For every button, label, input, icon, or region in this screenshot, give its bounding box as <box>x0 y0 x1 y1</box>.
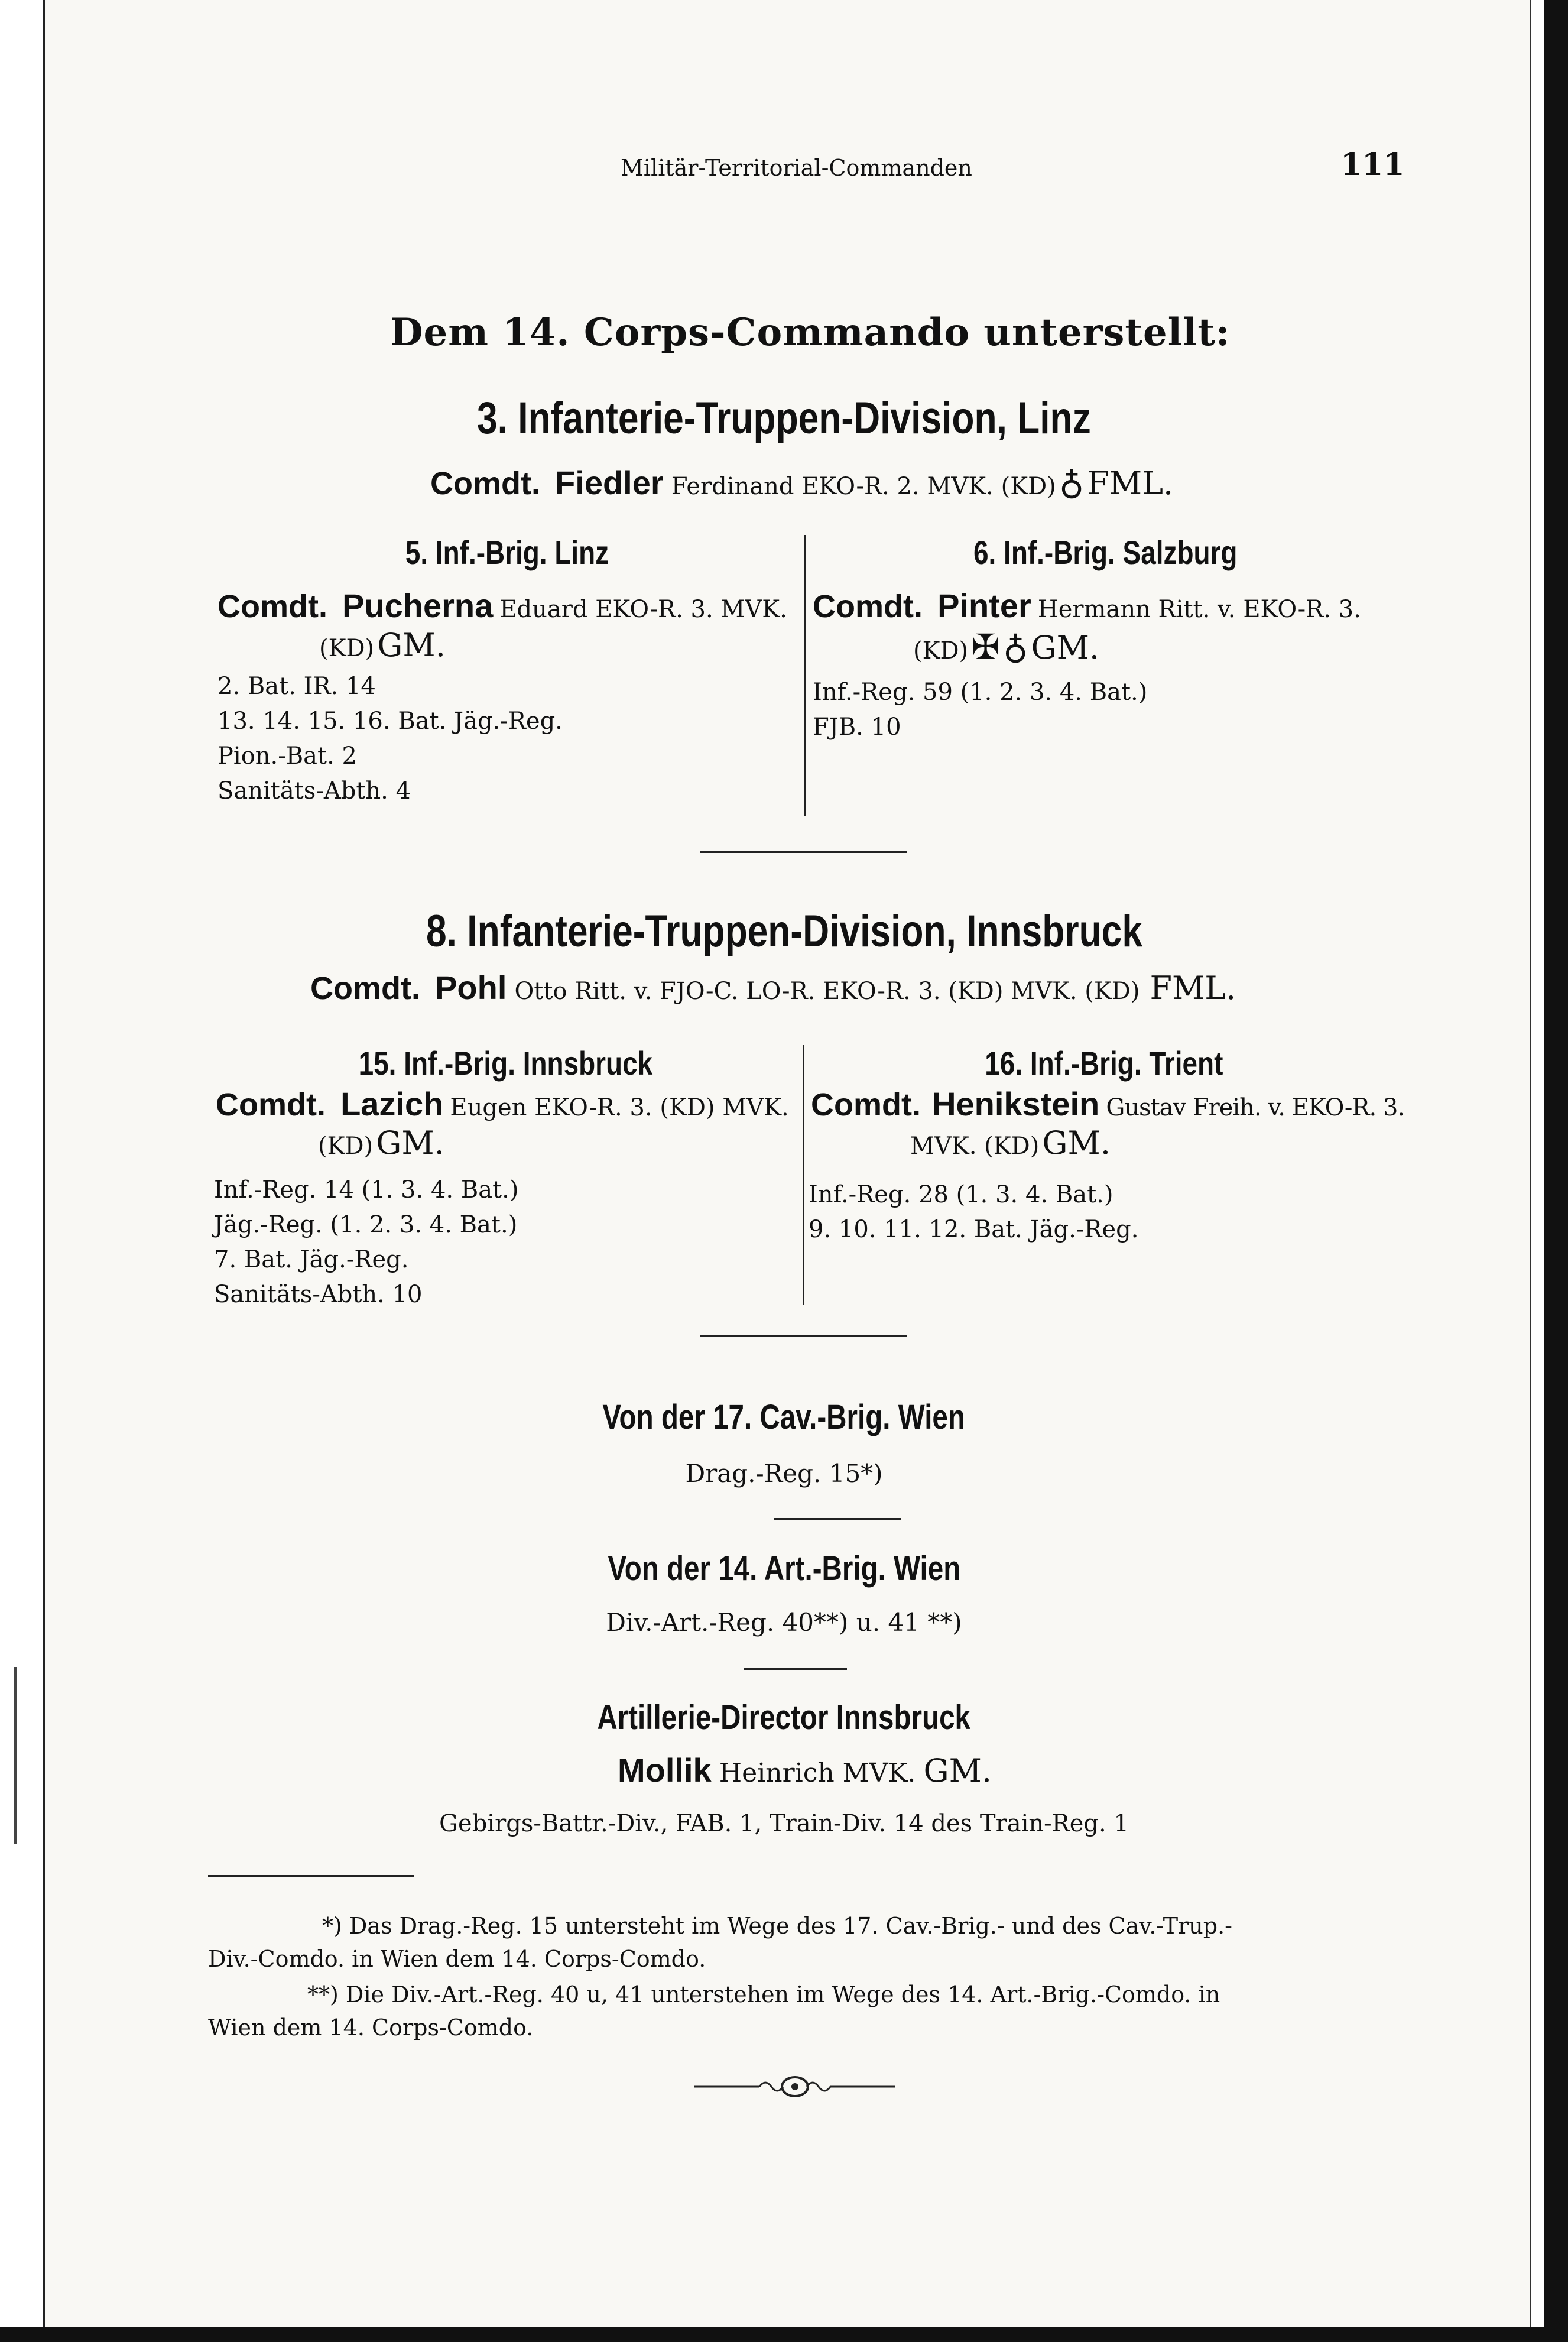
brig16-title-wrap <box>809 1044 1400 1082</box>
brig6-unit-list <box>813 675 1147 745</box>
div8-commander-rank: FML. <box>1150 969 1236 1007</box>
brig15-title: 15. Inf.-Brig. Innsbruck <box>358 1045 652 1082</box>
brig6-commander-surname: Pinter <box>937 587 1031 624</box>
art-title: Von der 14. Art.-Brig. Wien <box>608 1549 960 1588</box>
order-cross-icon: ♁ <box>1002 627 1028 667</box>
divider <box>700 1335 907 1337</box>
brig5-commander-prefix: Comdt. <box>217 589 327 624</box>
artdir-commander-line <box>618 1751 992 1789</box>
div8-title: 8. Infanterie-Truppen-Division, Innsbruck <box>426 906 1142 956</box>
brig5-commander-details: Eduard EKO-R. 3. MVK. <box>499 596 787 623</box>
brig15-commander-details: Eugen EKO-R. 3. (KD) MVK. <box>450 1094 789 1121</box>
brig15-unit: Inf.-Reg. 14 (1. 3. 4. Bat.) <box>214 1176 519 1204</box>
brig15-unit: 7. Bat. Jäg.-Reg. <box>214 1246 409 1273</box>
brig6-unit: FJB. 10 <box>813 713 901 741</box>
brig6-commander-prefix: Comdt. <box>813 589 923 624</box>
brig15-commander-rank: GM. <box>376 1124 444 1162</box>
brig15-commander-prefix: Comdt. <box>216 1087 326 1123</box>
cav-line: Drag.-Reg. 15*) <box>685 1459 883 1488</box>
brig5-unit: Sanitäts-Abth. 4 <box>217 777 411 805</box>
page-number: 111 <box>1340 147 1405 183</box>
div3-commander-prefix: Comdt. <box>430 466 540 501</box>
artdir-commander-surname: Mollik <box>618 1751 712 1789</box>
brig16-unit: 9. 10. 11. 12. Bat. Jäg.-Reg. <box>809 1216 1139 1243</box>
brig16-commander-prefix: Comdt. <box>811 1087 921 1123</box>
running-title: Militär-Territorial-Commanden <box>621 155 972 181</box>
art-title-wrap <box>473 1549 1095 1588</box>
footnote-1-line-2: Div.-Comdo. in Wien dem 14. Corps-Comdo. <box>208 1946 706 1972</box>
scan-border-bottom <box>0 2327 1568 2342</box>
divider <box>744 1668 847 1670</box>
scan-border-right-inner <box>1530 0 1544 2342</box>
brig5-commander-rank: GM. <box>377 627 446 664</box>
div8-commander-surname: Pohl <box>435 969 507 1006</box>
artdir-title-wrap <box>473 1698 1095 1737</box>
scan-border-left <box>0 0 45 2342</box>
brig5-title-wrap <box>217 533 797 572</box>
cav-title-wrap <box>473 1397 1095 1437</box>
div3-commander-surname: Fiedler <box>555 464 664 501</box>
brig6-commander-kd: (KD) <box>913 637 969 664</box>
brig16-title: 16. Inf.-Brig. Trient <box>985 1045 1223 1082</box>
brig15-unit: Sanitäts-Abth. 10 <box>214 1281 423 1308</box>
footnote-2-line-1: **) Die Div.-Art.-Reg. 40 u, 41 unterstehen im Wege des 14. Art.-Brig.-Comdo. in <box>307 1981 1220 2007</box>
div3-commander-line <box>430 462 1173 502</box>
div3-commander-rank: FML. <box>1087 465 1174 502</box>
main-heading: Dem 14. Corps-Commando unterstellt: <box>390 310 1231 355</box>
brig6-commander-line2 <box>913 627 1099 667</box>
artdir-commander-details: Heinrich MVK. <box>719 1758 916 1788</box>
div3-title: 3. Infanterie-Truppen-Division, Linz <box>477 393 1091 443</box>
brig15-title-wrap <box>216 1044 795 1082</box>
footnote-rule <box>208 1875 414 1877</box>
brig15-unit-list <box>214 1173 519 1312</box>
brig5-unit: 2. Bat. IR. 14 <box>217 673 376 700</box>
div8-commander-line <box>310 968 1236 1007</box>
brig15-commander-line <box>216 1085 789 1123</box>
brig6-commander-details: Hermann Ritt. v. EKO-R. 3. <box>1037 596 1361 623</box>
brig16-unit: Inf.-Reg. 28 (1. 3. 4. Bat.) <box>809 1181 1113 1208</box>
brig5-title: 5. Inf.-Brig. Linz <box>405 534 609 571</box>
brig6-title-wrap <box>810 533 1401 572</box>
div8-commander-prefix: Comdt. <box>310 971 420 1006</box>
divider <box>774 1518 901 1520</box>
artdir-title: Artillerie-Director Innsbruck <box>597 1698 971 1737</box>
footnote-2-line-2: Wien dem 14. Corps-Comdo. <box>208 2015 534 2041</box>
brig5-commander-line <box>217 586 787 625</box>
brig16-commander-line <box>811 1085 1404 1123</box>
brig5-unit-list <box>217 669 563 809</box>
order-cross-icon: ♁ <box>1059 462 1085 502</box>
brig16-commander-surname: Henikstein <box>932 1085 1100 1123</box>
brig16-commander-line2 <box>910 1124 1111 1162</box>
brig16-unit-list <box>809 1178 1138 1247</box>
brig5-commander-surname: Pucherna <box>342 587 494 624</box>
column-divider-div8 <box>803 1045 804 1305</box>
div3-title-wrap <box>296 393 1272 444</box>
brig5-commander-line2 <box>319 627 446 664</box>
brig15-commander-kd: (KD) <box>318 1133 374 1160</box>
brig15-commander-surname: Lazich <box>340 1085 444 1123</box>
div8-commander-details: Otto Ritt. v. FJO-C. LO-R. EKO-R. 3. (KD) MVK. (KD) <box>514 978 1140 1005</box>
art-line: Div.-Art.-Reg. 40**) u. 41 **) <box>606 1608 962 1637</box>
ornament-divider-icon <box>694 2072 895 2101</box>
brig6-title: 6. Inf.-Brig. Salzburg <box>973 534 1238 571</box>
brig16-commander-details: Gustav Freih. v. EKO-R. 3. <box>1106 1094 1405 1121</box>
footnote-1-line-1: *) Das Drag.-Reg. 15 untersteht im Wege des 17. Cav.-Brig.- und des Cav.-Trup.- <box>322 1913 1233 1939</box>
brig16-commander-rank: GM. <box>1042 1124 1111 1162</box>
cav-title: Von der 17. Cav.-Brig. Wien <box>602 1398 966 1436</box>
column-divider-div3 <box>804 535 806 816</box>
divider <box>700 851 907 853</box>
artdir-line: Gebirgs-Battr.-Div., FAB. 1, Train-Div. 14 des Train-Reg. 1 <box>439 1810 1129 1837</box>
scan-border-right <box>1544 0 1568 2342</box>
brig5-unit: 13. 14. 15. 16. Bat. Jäg.-Reg. <box>217 708 563 735</box>
brig15-unit: Jäg.-Reg. (1. 2. 3. 4. Bat.) <box>214 1211 518 1238</box>
scan-mark-left <box>14 1667 17 1844</box>
brig6-commander-line <box>813 586 1361 625</box>
brig15-commander-line2 <box>318 1124 444 1162</box>
div8-title-wrap <box>236 906 1332 957</box>
div3-commander-details: Ferdinand EKO-R. 2. MVK. (KD) <box>671 473 1056 500</box>
brig6-unit: Inf.-Reg. 59 (1. 2. 3. 4. Bat.) <box>813 679 1148 706</box>
brig6-commander-rank: GM. <box>1031 629 1100 666</box>
brig5-commander-kd: (KD) <box>319 635 375 662</box>
brig16-commander-mvk: MVK. (KD) <box>910 1133 1040 1160</box>
artdir-commander-rank: GM. <box>923 1752 992 1789</box>
order-star-icon: ✠ <box>971 627 1000 667</box>
brig5-unit: Pion.-Bat. 2 <box>217 742 357 770</box>
